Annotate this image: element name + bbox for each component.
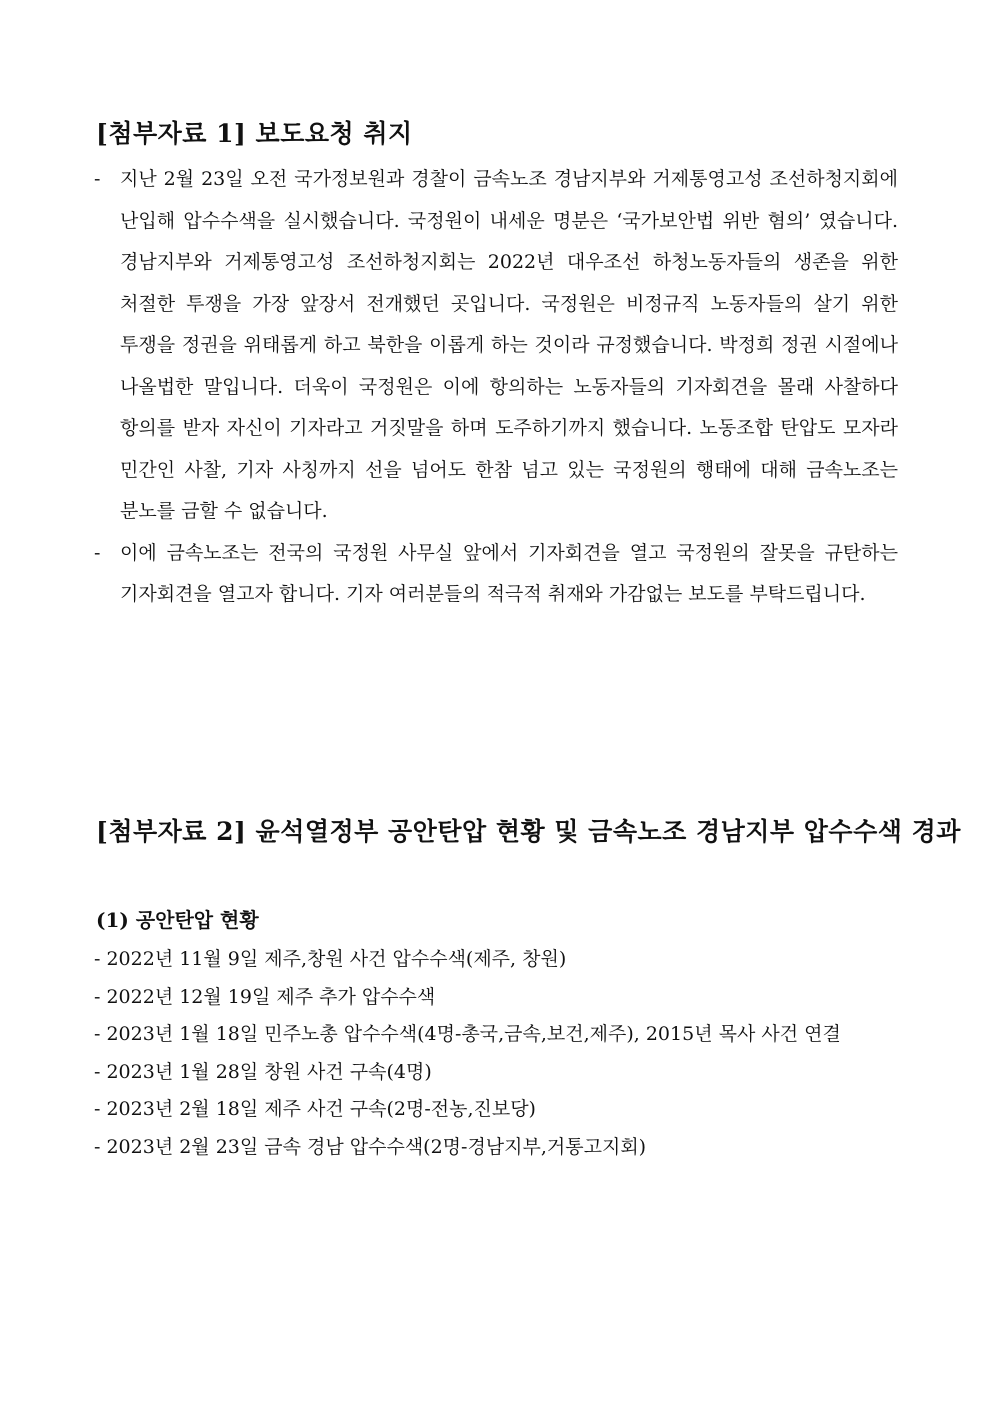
section1-paragraph-2 — [94, 533, 898, 616]
paragraph-text: 지난 2월 23일 오전 국가정보원과 경찰이 금속노조 경남지부와 거제통영고성 조선하청지회에 난입해 압수수색을 실시했습니다. 국정원이 내세운 명분은 ‘국가보안법 위반 혐의’ 였습니다. 경남지부와 거제통영고성 조선하청지회는 2022년 대우조선 하청노동자들의 생존을 위한 처절한 투쟁을 가장 앞장서 전개했던 곳입니다. 국정원은 비정규직 노동자들의 살기 위한 투쟁을 정권을 위태롭게 하고 북한을 이롭게 하는 것이라 규정했습니다. 박정희 정권 시절에나 나올법한 말입니다. 더욱이 국정원은 이에 항의하는 노동자들의 기자회견을 몰래 사찰하다 항의를 받자 자신이 기자라고 거짓말을 하며 도주하기까지 했습니다. 노동조합 탄압도 모자라 민간인 사찰, 기자 사칭까지 선을 넘어도 한참 넘고 있는 국정원의 행태에 대해 금속노조는 분노를 금할 수 없습니다. — [120, 168, 898, 522]
event-item: - 2023년 2월 18일 제주 사건 구속(2명-전농,진보당) — [94, 1098, 536, 1121]
event-item: - 2022년 11월 9일 제주,창원 사건 압수수색(제주, 창원) — [94, 948, 567, 970]
section1-title: [첨부자료 1] 보도요청 취지 — [96, 119, 413, 148]
event-item: - 2023년 1월 18일 민주노총 압수수색(4명-총국,금속,보건,제주), 2015년 목사 사건 연결 — [94, 1023, 841, 1046]
event-item: - 2023년 1월 28일 창원 사건 구속(4명) — [94, 1060, 432, 1083]
bullet-marker: - — [94, 168, 101, 190]
subsection-title: (1) 공안탄압 현황 — [96, 908, 259, 932]
paragraph-text: 이에 금속노조는 전국의 국정원 사무실 앞에서 기자회견을 열고 국정원의 잘못을 규탄하는 기자회견을 열고자 합니다. 기자 여러분들의 적극적 취재와 가감없는 보도를 부탁드립니다. — [120, 541, 898, 605]
event-item: - 2023년 2월 23일 금속 경남 압수수색(2명-경남지부,거통고지회) — [94, 1135, 647, 1158]
section1-bullet-list — [94, 159, 898, 616]
event-list — [94, 941, 841, 1167]
section2-title: [첨부자료 2] 윤석열정부 공안탄압 현황 및 금속노조 경남지부 압수수색 경과 — [96, 817, 961, 846]
bullet-marker: - — [94, 541, 101, 564]
section1-paragraph-1 — [94, 159, 898, 533]
event-item: - 2022년 12월 19일 제주 추가 압수수색 — [94, 985, 436, 1008]
